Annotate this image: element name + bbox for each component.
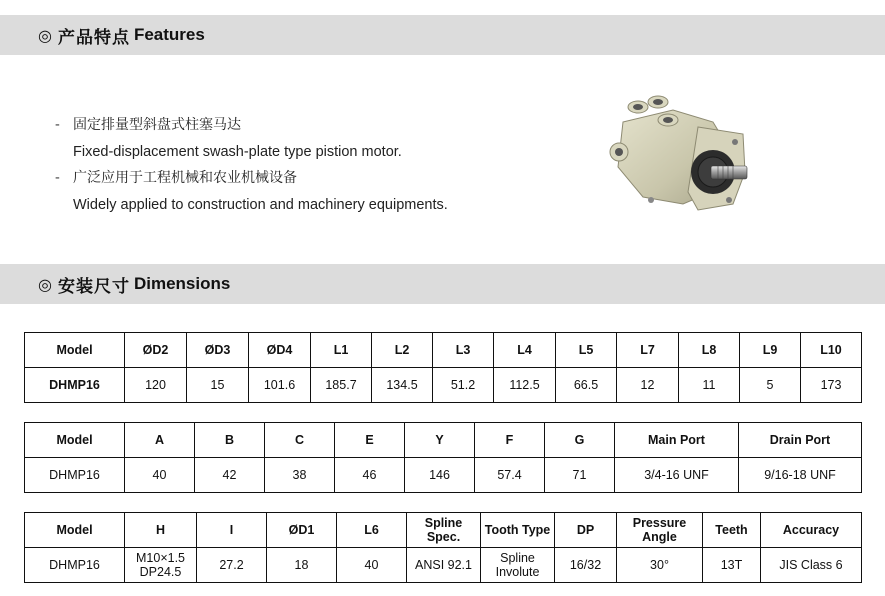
table-cell: 40	[125, 458, 195, 493]
table-header-cell: ØD3	[187, 333, 249, 368]
table-header-cell: C	[265, 423, 335, 458]
table-cell: 46	[335, 458, 405, 493]
table-header-cell: Tooth Type	[481, 513, 555, 548]
table-header-cell: F	[475, 423, 545, 458]
double-circle-icon: ◎	[38, 25, 52, 45]
table-cell: 42	[195, 458, 265, 493]
table-header-cell: A	[125, 423, 195, 458]
table-cell: 173	[801, 368, 862, 403]
table-header-cell: E	[335, 423, 405, 458]
table-header-cell: Drain Port	[739, 423, 862, 458]
table-cell: 11	[679, 368, 740, 403]
dimensions-title-cn: 安装尺寸	[57, 276, 130, 297]
table-header-cell: Model	[25, 333, 125, 368]
table-cell: 134.5	[372, 368, 433, 403]
table-cell: 27.2	[197, 548, 267, 583]
table-header-cell: Accuracy	[761, 513, 862, 548]
table-header-cell: L5	[556, 333, 617, 368]
table-cell: 51.2	[433, 368, 494, 403]
table-header-cell: Y	[405, 423, 475, 458]
table-header-cell: B	[195, 423, 265, 458]
dimensions-section-header	[0, 264, 885, 304]
table-cell-model: DHMP16	[25, 458, 125, 493]
table-header-cell: DP	[555, 513, 617, 548]
table-header-cell: I	[197, 513, 267, 548]
table-cell: 40	[337, 548, 407, 583]
features-section-header	[0, 15, 885, 55]
table-cell: Spline Involute	[481, 548, 555, 583]
features-title-cn: 产品特点	[57, 27, 130, 48]
table-cell: 3/4-16 UNF	[615, 458, 739, 493]
table-header-row	[25, 513, 862, 548]
table-cell: 16/32	[555, 548, 617, 583]
feature-item-cn: - 固定排量型斜盘式柱塞马达	[55, 112, 555, 139]
table-cell: M10×1.5 DP24.5	[125, 548, 197, 583]
dash-bullet: -	[55, 117, 60, 133]
table-header-cell: L8	[679, 333, 740, 368]
double-circle-icon: ◎	[38, 274, 52, 294]
feature-item-en: Widely applied to construction and machinery equipments.	[73, 196, 448, 213]
table-header-cell: L6	[337, 513, 407, 548]
dimension-table-1	[24, 332, 862, 403]
hydraulic-motor-image	[603, 92, 753, 217]
table-cell-model: DHMP16	[25, 368, 125, 403]
table-cell: 30°	[617, 548, 703, 583]
table-header-cell: L1	[311, 333, 372, 368]
feature-item-en: Fixed-displacement swash-plate type pistion motor.	[73, 143, 402, 160]
table-cell: 5	[740, 368, 801, 403]
table-cell: 15	[187, 368, 249, 403]
feature-item-cn: - 广泛应用于工程机械和农业机械设备	[55, 165, 555, 192]
table-header-row	[25, 423, 862, 458]
table-header-cell: L7	[617, 333, 679, 368]
table-cell: JIS Class 6	[761, 548, 862, 583]
table-cell: 66.5	[556, 368, 617, 403]
table-header-cell: Model	[25, 513, 125, 548]
table-cell: 13T	[703, 548, 761, 583]
table-header-cell: L10	[801, 333, 862, 368]
table-cell: 38	[265, 458, 335, 493]
table-row	[25, 548, 862, 583]
table-cell: 9/16-18 UNF	[739, 458, 862, 493]
dimensions-title-en: Dimensions	[133, 274, 231, 293]
table-header-cell: ØD1	[267, 513, 337, 548]
table-header-row	[25, 333, 862, 368]
dash-bullet: -	[55, 170, 60, 186]
table-cell: 101.6	[249, 368, 311, 403]
table-cell-model: DHMP16	[25, 548, 125, 583]
table-cell: 120	[125, 368, 187, 403]
table-header-cell: Pressure Angle	[617, 513, 703, 548]
table-header-cell: L4	[494, 333, 556, 368]
table-cell: 12	[617, 368, 679, 403]
table-cell: 146	[405, 458, 475, 493]
table-header-cell: L3	[433, 333, 494, 368]
table-row	[25, 368, 862, 403]
table-cell: 18	[267, 548, 337, 583]
table-header-cell: Main Port	[615, 423, 739, 458]
table-cell: 112.5	[494, 368, 556, 403]
table-header-cell: H	[125, 513, 197, 548]
table-header-cell: G	[545, 423, 615, 458]
table-cell: 71	[545, 458, 615, 493]
dimension-table-2	[24, 422, 862, 493]
features-title-en: Features	[133, 25, 205, 44]
table-header-cell: ØD4	[249, 333, 311, 368]
table-header-cell: Spline Spec.	[407, 513, 481, 548]
feature-list	[55, 112, 555, 218]
table-cell: 57.4	[475, 458, 545, 493]
table-header-cell: L2	[372, 333, 433, 368]
table-row	[25, 458, 862, 493]
table-header-cell: L9	[740, 333, 801, 368]
table-header-cell: Teeth	[703, 513, 761, 548]
table-cell: ANSI 92.1	[407, 548, 481, 583]
dimension-table-3	[24, 512, 862, 583]
table-header-cell: Model	[25, 423, 125, 458]
table-cell: 185.7	[311, 368, 372, 403]
table-header-cell: ØD2	[125, 333, 187, 368]
